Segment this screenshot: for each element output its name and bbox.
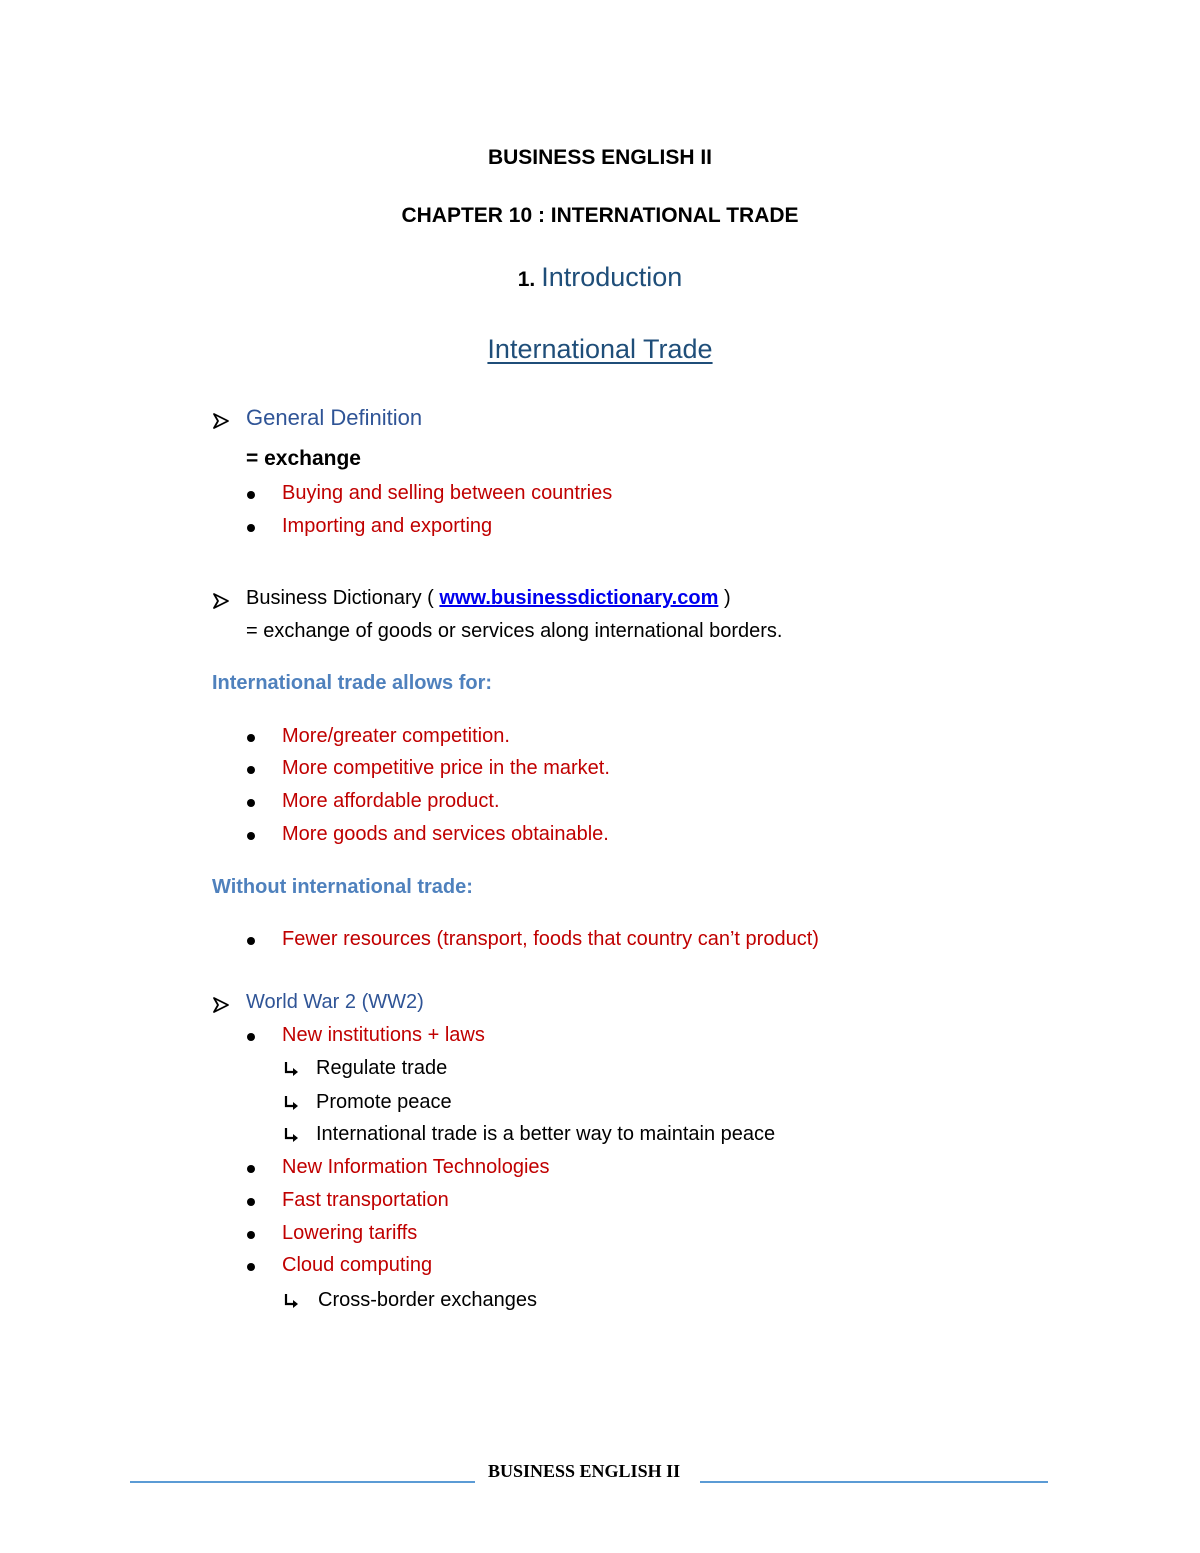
hook-arrow-icon <box>282 1094 302 1114</box>
general-definition-heading: General Definition <box>246 405 423 430</box>
without-trade-heading: Without international trade: <box>212 876 473 898</box>
hook-arrow-icon <box>282 1292 302 1312</box>
list-item: Fewer resources (transport, foods that country can’t product) <box>282 928 819 950</box>
sub-list-item: Cross-border exchanges <box>318 1289 537 1311</box>
business-dictionary-definition: = exchange of goods or services along international borders. <box>246 620 783 642</box>
bullet-dot-icon <box>247 1033 255 1041</box>
bullet-dot-icon <box>247 734 255 742</box>
bullet-dot-icon <box>247 832 255 840</box>
hook-arrow-icon <box>282 1060 302 1080</box>
section-number: 1. <box>517 268 536 291</box>
hook-arrow-icon <box>282 1126 302 1146</box>
business-dictionary-label: Business Dictionary ( <box>246 587 434 609</box>
bullet-dot-icon <box>247 491 255 499</box>
document-title: BUSINESS ENGLISH II <box>487 146 713 169</box>
footer-rule-right <box>700 1481 1048 1483</box>
subsection-title: International Trade <box>487 334 713 364</box>
list-item: Lowering tariffs <box>282 1222 418 1244</box>
arrow-bullet-icon <box>212 592 230 610</box>
sub-list-item: International trade is a better way to maintain peace <box>316 1123 776 1145</box>
list-item: More goods and services obtainable. <box>282 823 609 845</box>
arrow-bullet-icon <box>212 412 230 430</box>
footer-title: BUSINESS ENGLISH II <box>488 1461 681 1481</box>
list-item: More affordable product. <box>282 790 500 812</box>
list-item: New Information Technologies <box>282 1156 550 1178</box>
arrow-bullet-icon <box>212 996 230 1014</box>
bullet-dot-icon <box>247 766 255 774</box>
chapter-title: CHAPTER 10 : INTERNATIONAL TRADE <box>401 204 799 227</box>
ww2-heading: World War 2 (WW2) <box>246 991 424 1013</box>
business-dictionary-link[interactable]: www.businessdictionary.com <box>439 587 719 609</box>
section-title: Introduction <box>541 262 683 292</box>
sub-list-item: Promote peace <box>316 1091 452 1113</box>
bullet-dot-icon <box>247 1165 255 1173</box>
list-item: More competitive price in the market. <box>282 757 610 779</box>
list-item: Fast transportation <box>282 1189 449 1211</box>
list-item: New institutions + laws <box>282 1024 485 1046</box>
business-dictionary-line <box>246 587 731 610</box>
bullet-dot-icon <box>247 524 255 532</box>
list-item: More/greater competition. <box>282 725 510 747</box>
bullet-dot-icon <box>247 1263 255 1271</box>
list-item: Cloud computing <box>282 1254 433 1276</box>
section-heading <box>0 262 1200 293</box>
bullet-dot-icon <box>247 799 255 807</box>
general-definition-equals: = exchange <box>246 447 361 470</box>
list-item: Importing and exporting <box>282 515 493 537</box>
bullet-dot-icon <box>247 1231 255 1239</box>
sub-list-item: Regulate trade <box>316 1057 448 1079</box>
bullet-dot-icon <box>247 1198 255 1206</box>
bullet-dot-icon <box>247 937 255 945</box>
allows-for-heading: International trade allows for: <box>212 672 493 694</box>
business-dictionary-close: ) <box>723 587 731 609</box>
footer-rule-left <box>130 1481 475 1483</box>
list-item: Buying and selling between countries <box>282 482 613 504</box>
